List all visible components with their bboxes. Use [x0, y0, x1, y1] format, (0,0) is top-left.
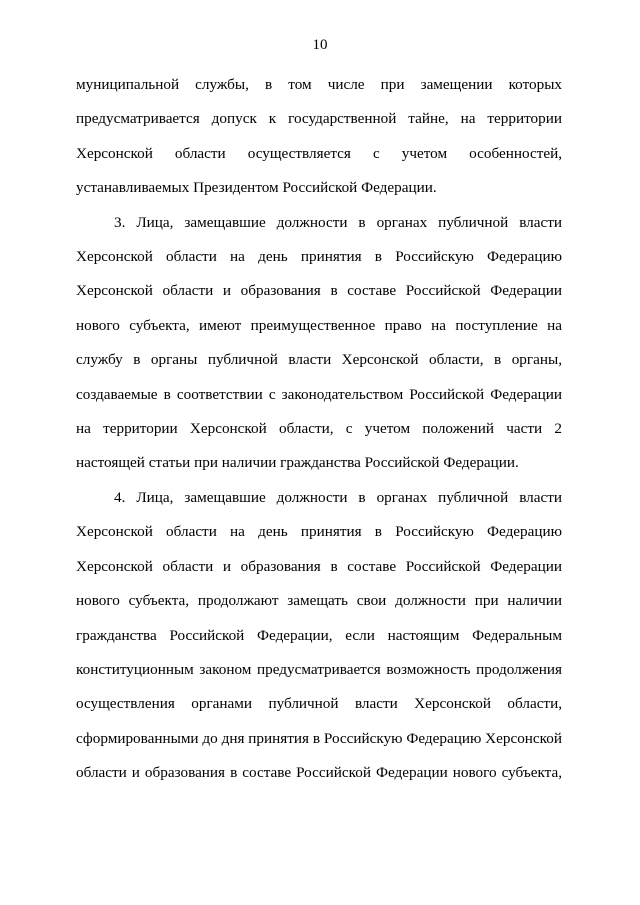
text-line: сформированными до дня принятия в Российскую Федерацию Херсонской [76, 729, 562, 747]
text-line: нового субъекта, продолжают замещать свои должности при наличии [76, 592, 562, 610]
text-line: нового субъекта, имеют преимущественное право на поступление на [76, 316, 562, 334]
text-line: Херсонской области на день принятия в Российскую Федерацию [76, 523, 562, 541]
paragraph-item-3 [76, 206, 562, 481]
text-line: Херсонской области и образования в составе Российской Федерации [76, 282, 562, 300]
text-line: осуществления органами публичной власти Херсонской области, [76, 695, 562, 713]
text-line: 4. Лица, замещавшие должности в органах публичной власти [114, 488, 562, 506]
text-line: настоящей статьи при наличии гражданства Российской Федерации. [76, 454, 519, 472]
text-line: на территории Херсонской области, с учетом положений части 2 [76, 420, 562, 438]
page-number: 10 [312, 37, 328, 53]
text-line: области и образования в составе Российской Федерации нового субъекта, [76, 764, 562, 782]
text-line: предусматривается допуск к государственной тайне, на территории [76, 110, 562, 128]
text-line: муниципальной службы, в том числе при замещении которых [76, 76, 562, 93]
text-line: устанавливаемых Президентом Российской Федерации. [76, 179, 437, 197]
document-body [76, 68, 562, 791]
paragraph-continuation [76, 68, 562, 206]
text-line: создаваемые в соответствии с законодательством Российской Федерации [76, 385, 562, 403]
text-line: службу в органы публичной власти Херсонской области, в органы, [76, 351, 562, 369]
text-line: Херсонской области на день принятия в Российскую Федерацию [76, 248, 562, 266]
paragraph-item-4 [76, 481, 562, 791]
text-line: Херсонской области осуществляется с учетом особенностей, [76, 144, 562, 162]
text-line: 3. Лица, замещавшие должности в органах публичной власти [114, 213, 562, 231]
text-line: гражданства Российской Федерации, если настоящим Федеральным [76, 626, 562, 644]
text-line: конституционным законом предусматривается возможность продолжения [76, 660, 562, 678]
text-line: Херсонской области и образования в составе Российской Федерации [76, 557, 562, 575]
